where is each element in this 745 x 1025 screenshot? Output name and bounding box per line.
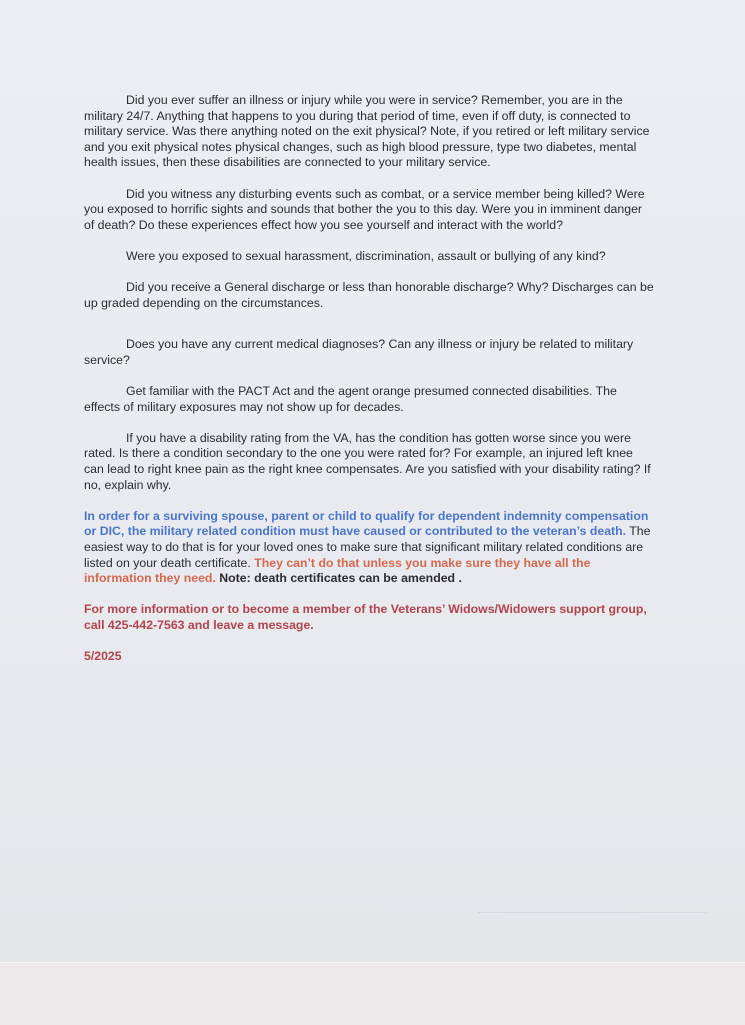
dic-plain-text: The easiest way to do that is for your loved ones to make sure that significant military related conditions are listed on your death certificate. bbox=[84, 524, 651, 570]
dic-orange-text: They can’t do that unless you make sure they have all the information they need. bbox=[84, 555, 591, 586]
paragraph-harassment: Were you exposed to sexual harassment, discrimination, assault or bullying of any kind? bbox=[126, 248, 606, 263]
paragraph-pact-act: Get familiar with the PACT Act and the agent orange presumed connected disabilities. The effects of military exposures may not show up for decades. bbox=[84, 384, 617, 414]
dic-blue-text: In order for a surviving spouse, parent or child to qualify for dependent indemnity compensation or DIC, the military related condition must have caused or contributed to the veteran’s death. bbox=[84, 508, 649, 539]
document-body bbox=[84, 93, 654, 680]
paragraph-disturbing-events: Did you witness any disturbing events such as combat, or a service member being killed? Were you exposed to horrific sights and sounds that bother the you to this day. Were you in imminent danger of death? Do these experiences effect how you see yourself and interact with the world? bbox=[84, 186, 645, 232]
paragraph-dic bbox=[84, 509, 654, 587]
paragraph-medical-diagnoses: Does you have any current medical diagnoses? Can any illness or injury be related to military service? bbox=[84, 337, 634, 367]
paragraph-illness-injury: Did you ever suffer an illness or injury while you were in service? Remember, you are in the military 24/7. Anything that happens to you during that period of time, even if off duty, is connected to military service. Was there anything noted on the exit physical? Note, if you retired or left military service and you exit physical notes physical changes, such as high blood pressure, type two diabetes, mental health issues, then these disabilities are connected to your military service. bbox=[84, 93, 650, 170]
bleed-through-mark bbox=[478, 912, 708, 917]
dic-note-text: Note: death certificates can be amended . bbox=[215, 571, 462, 586]
paragraph-contact: For more information or to become a member of the Veterans’ Widows/Widowers support group, call 425-442-7563 and leave a message. bbox=[84, 602, 647, 632]
paragraph-disability-rating: If you have a disability rating from the VA, has the condition has gotten worse since you were rated. Is there a condition secondary to the one you were rated for? For example, an injured left knee can lead to right knee pain as the right knee compensates. Are you satisfied with your disability rating? If no, explain why. bbox=[84, 430, 651, 492]
paragraph-discharge: Did you receive a General discharge or less than honorable discharge? Why? Discharges can be up graded depending on the circumstances. bbox=[84, 280, 654, 310]
document-date: 5/2025 bbox=[84, 649, 122, 664]
scanner-bed-edge bbox=[0, 962, 745, 1025]
